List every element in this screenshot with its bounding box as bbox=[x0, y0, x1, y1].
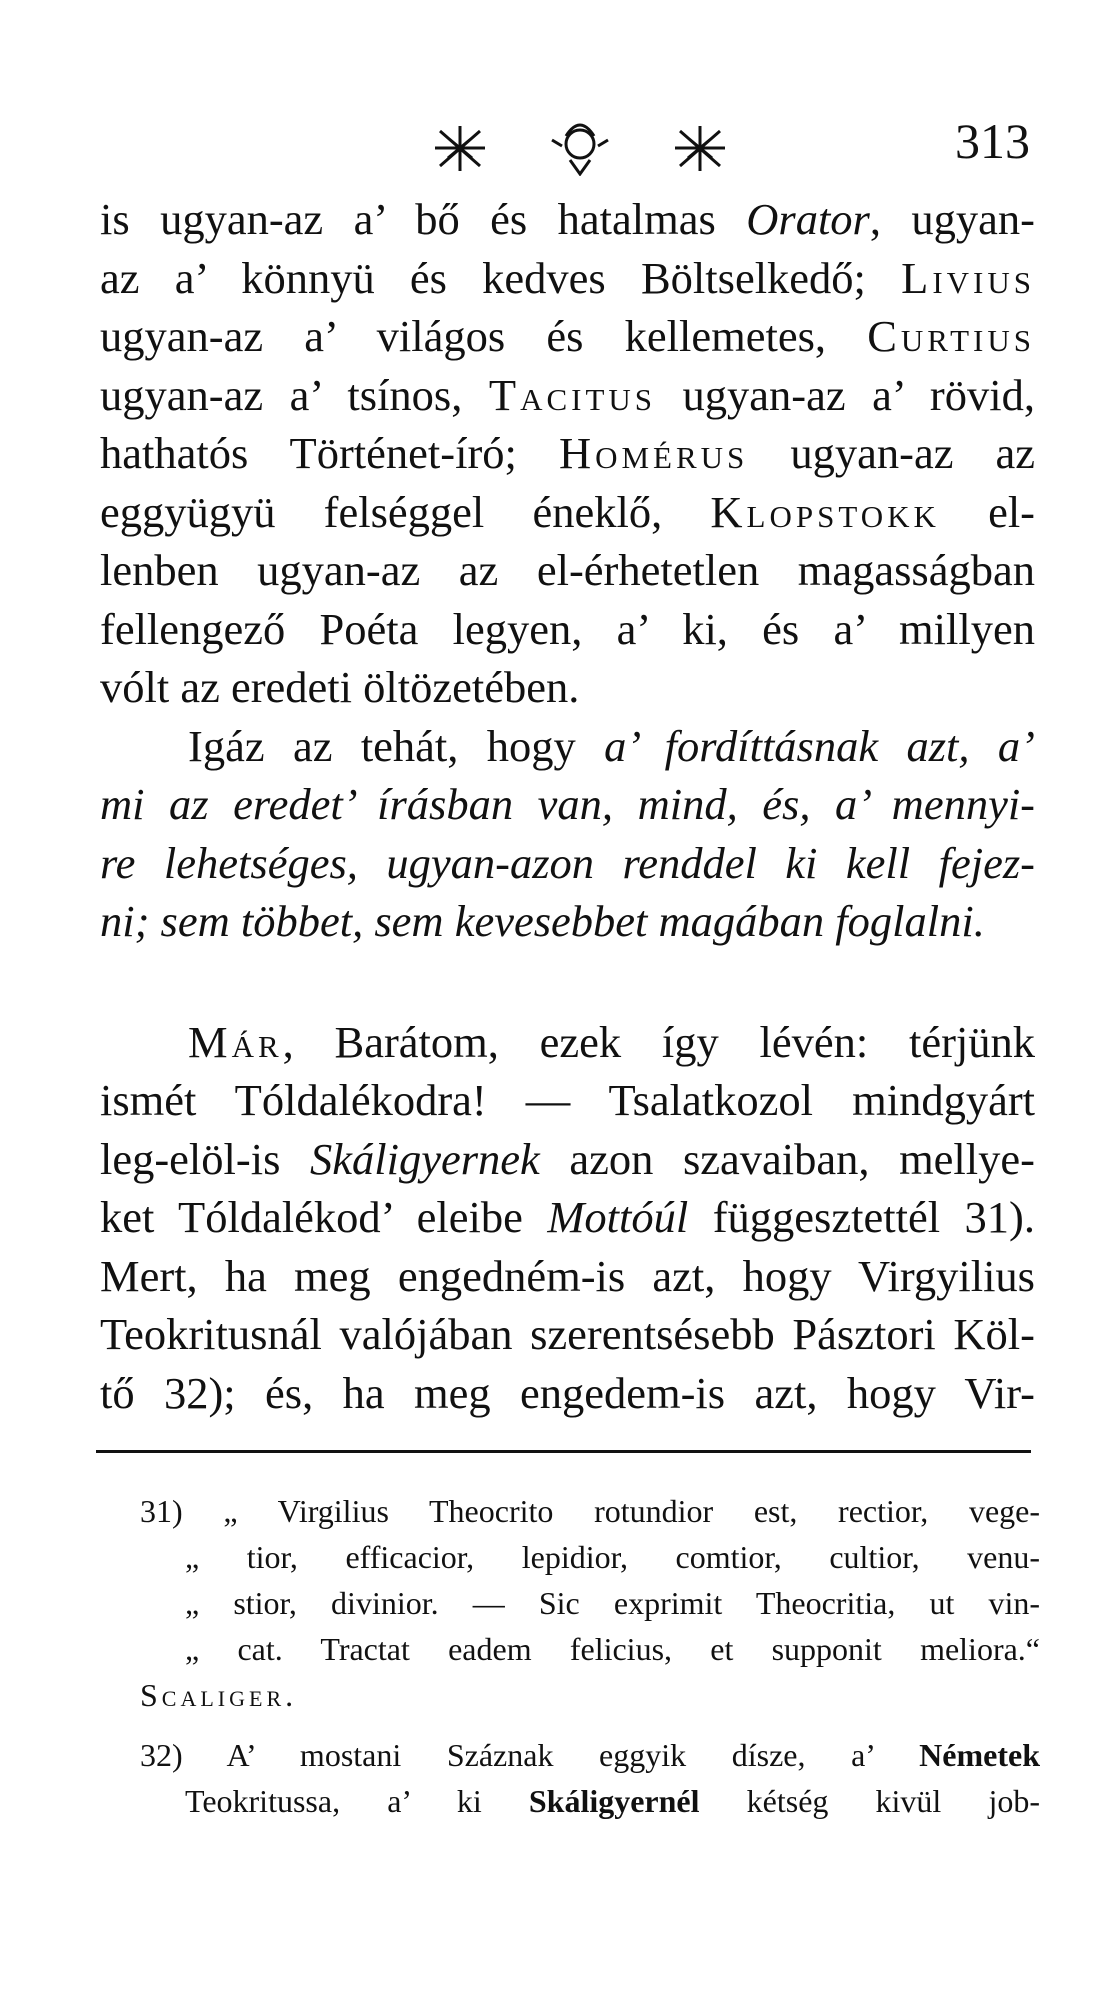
text-line bbox=[100, 366, 1035, 425]
small-caps-name: Klopstokk bbox=[710, 486, 940, 537]
italic-text: Skáligyernek bbox=[309, 1133, 540, 1184]
small-caps-name: Tacitus bbox=[488, 369, 657, 420]
text-line bbox=[100, 424, 1035, 483]
text-span: el- bbox=[939, 486, 1036, 537]
footnote-author: Scaliger. bbox=[140, 1677, 298, 1713]
text-span: is ugyan-az a’ bő és hatalmas bbox=[100, 194, 747, 244]
small-caps-name: Homérus bbox=[558, 428, 749, 478]
text-line: re lehetséges, ugyan-azon renddel ki kell fejez- bbox=[100, 837, 1035, 888]
italic-text: Mottóúl bbox=[547, 1192, 689, 1242]
text-line bbox=[100, 483, 1035, 542]
text-line: Mert, ha meg engedném-is azt, hogy Virgyilius bbox=[100, 1250, 1035, 1301]
footnote-gap bbox=[140, 1718, 1040, 1732]
text-span: ket Tóldalékod’ eleibe bbox=[100, 1192, 548, 1242]
text-span: , ugyan- bbox=[869, 194, 1035, 244]
page-header bbox=[0, 112, 1115, 182]
text-span: hathatós Történet-író; bbox=[100, 428, 559, 478]
text-line bbox=[100, 1013, 1035, 1072]
footnote-line: „ cat. Tractat eadem felicius, et supponit meliora.“ bbox=[185, 1631, 1040, 1667]
text-line: ismét Tóldalékodra! — Tsalatkozol mindgyárt bbox=[100, 1075, 1035, 1125]
footnote-divider bbox=[96, 1450, 1031, 1453]
text-span: azon szavaiban, mellye- bbox=[539, 1133, 1035, 1184]
text-span: eggyügyü felséggel éneklő, bbox=[100, 486, 711, 537]
text-span: kétség kivül job- bbox=[699, 1783, 1041, 1819]
text-span: , Barátom, ezek így lévén: térjünk bbox=[282, 1016, 1035, 1067]
text-line: fellengező Poéta legyen, a’ ki, és a’ millyen bbox=[100, 603, 1035, 654]
text-span: leg-elöl-is bbox=[100, 1133, 310, 1184]
text-span: ugyan-az a’ rövid, bbox=[656, 369, 1035, 420]
footnote-line: „ tior, efficacior, lepidior, comtior, cultior, venu- bbox=[185, 1539, 1040, 1575]
text-span: függesztettél 31). bbox=[688, 1192, 1035, 1242]
text-line: lenben ugyan-az az el-érhetetlen magasságban bbox=[100, 545, 1035, 595]
text-span: Teokritussa, a’ ki bbox=[185, 1783, 529, 1819]
text-line bbox=[100, 307, 1035, 366]
small-caps-name: Már bbox=[188, 1016, 283, 1067]
bold-text: Skáligyernél bbox=[528, 1783, 700, 1819]
text-span: ugyan-az az bbox=[748, 428, 1036, 478]
text-span: 32) A’ mostani Száznak eggyik dísze, a’ bbox=[140, 1737, 920, 1773]
footnote-line: 31) „ Virgilius Theocrito rotundior est, rectior, vege- bbox=[140, 1493, 1040, 1529]
text-line: tő 32); és, ha meg engedem-is azt, hogy Vir- bbox=[100, 1367, 1035, 1418]
footnotes bbox=[140, 1488, 1040, 1824]
text-span: az a’ könnyü és kedves Böltselkedő; bbox=[100, 252, 902, 303]
page-number: 313 bbox=[955, 113, 1030, 169]
small-caps-name: Livius bbox=[901, 252, 1035, 303]
text-line bbox=[100, 717, 1035, 776]
italic-text: a’ fordíttásnak azt, a’ bbox=[604, 720, 1035, 771]
text-line bbox=[100, 1130, 1035, 1189]
text-line bbox=[100, 249, 1035, 308]
italic-text: Orator bbox=[746, 194, 870, 244]
text-line: Teokritusnál valójában szerentsésebb Pásztori Köl- bbox=[100, 1309, 1035, 1359]
footnote-line: „ stior, divinior. — Sic exprimit Theocritia, ut vin- bbox=[185, 1585, 1040, 1621]
text-span: ugyan-az a’ világos és kellemetes, bbox=[100, 311, 868, 361]
paragraph-gap bbox=[100, 951, 1035, 1013]
bold-text: Németek bbox=[919, 1737, 1040, 1773]
text-line: vólt az eredeti öltözetében. bbox=[100, 662, 580, 712]
text-span: ugyan-az a’ tsínos, bbox=[100, 369, 489, 420]
ornament-icon bbox=[430, 116, 730, 176]
text-span: Igáz az tehát, hogy bbox=[188, 720, 605, 771]
text-line bbox=[100, 1188, 1035, 1247]
body-text bbox=[100, 190, 1035, 1422]
small-caps-name: Curtius bbox=[867, 311, 1035, 361]
text-line: ni; sem többet, sem kevesebbet magában foglalni. bbox=[100, 896, 985, 946]
footnote-line bbox=[140, 1732, 1040, 1778]
text-line: mi az eredet’ írásban van, mind, és, a’ mennyi- bbox=[100, 779, 1035, 829]
text-line bbox=[100, 190, 1035, 249]
footnote-line bbox=[140, 1778, 1040, 1824]
